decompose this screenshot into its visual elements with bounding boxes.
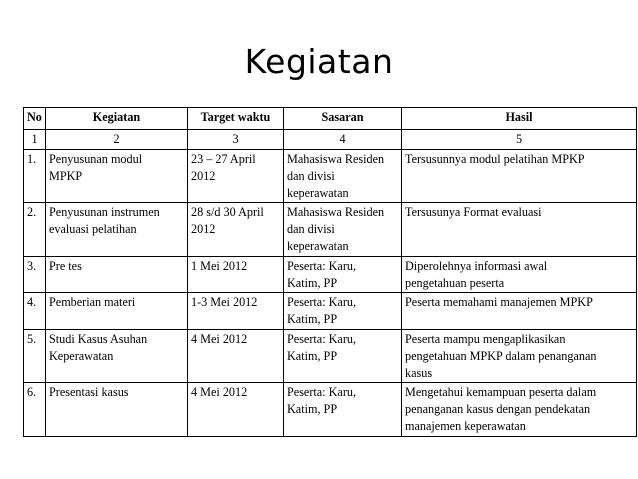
cell-target-waktu-line: 2012: [191, 222, 216, 237]
cell-sasaran-line: Peserta: Karu,: [287, 258, 357, 273]
cell-sasaran-line: Katim, PP: [287, 402, 338, 417]
column-number: 3: [188, 130, 284, 150]
cell-hasil: [402, 203, 637, 256]
cell-hasil: [402, 150, 637, 203]
cell-no: 2.: [24, 203, 46, 256]
cell-target-waktu-line: 4 Mei 2012: [191, 385, 248, 400]
cell-sasaran-line: Katim, PP: [287, 312, 338, 327]
cell-sasaran: [284, 383, 402, 436]
cell-no: 1.: [24, 150, 46, 203]
cell-hasil: [402, 293, 637, 330]
cell-kegiatan-line: Studi Kasus Asuhan: [49, 331, 148, 346]
cell-hasil-line: Diperolehnya informasi awal: [405, 258, 548, 273]
cell-no: 4.: [24, 293, 46, 330]
cell-hasil-line: kasus: [405, 365, 433, 380]
cell-sasaran: [284, 256, 402, 293]
column-number: 4: [284, 130, 402, 150]
cell-sasaran-line: dan divisi: [287, 168, 335, 183]
cell-sasaran-line: Katim, PP: [287, 348, 338, 363]
cell-hasil-line: pengetahuan MPKP dalam penanganan: [405, 348, 597, 363]
cell-hasil: [402, 329, 637, 382]
cell-target-waktu-line: 28 s/d 30 April: [191, 205, 264, 220]
cell-hasil-line: manajemen keperawatan: [405, 418, 526, 433]
cell-kegiatan: [46, 150, 188, 203]
slide-title: Kegiatan: [244, 42, 394, 81]
cell-sasaran-line: Peserta: Karu,: [287, 385, 357, 400]
cell-sasaran: [284, 329, 402, 382]
cell-sasaran-line: Katim, PP: [287, 275, 338, 290]
cell-sasaran-line: Peserta: Karu,: [287, 331, 357, 346]
column-number-row: [24, 130, 637, 150]
cell-hasil: [402, 256, 637, 293]
cell-sasaran: [284, 203, 402, 256]
cell-sasaran-line: keperawatan: [287, 185, 349, 200]
cell-target-waktu-line: 23 – 27 April: [191, 152, 256, 166]
table-row: [24, 203, 637, 256]
header-hasil: Hasil: [402, 108, 637, 130]
cell-hasil-line: Mengetahui kemampuan peserta dalam: [405, 385, 597, 400]
cell-target-waktu: [188, 256, 284, 293]
cell-hasil-line: pengetahuan peserta: [405, 275, 505, 290]
table-row: [24, 256, 637, 293]
table-row: [24, 150, 637, 203]
cell-no: 5.: [24, 329, 46, 382]
cell-hasil-line: Tersusunnya modul pelatihan MPKP: [405, 152, 585, 166]
cell-sasaran-line: keperawatan: [287, 238, 349, 253]
cell-kegiatan-line: Penyusunan modul: [49, 152, 143, 166]
column-number: 5: [402, 130, 637, 150]
cell-sasaran: [284, 150, 402, 203]
cell-target-waktu-line: 1 Mei 2012: [191, 258, 248, 273]
cell-hasil-line: Peserta mampu mengaplikasikan: [405, 331, 566, 346]
cell-sasaran-line: dan divisi: [287, 222, 335, 237]
activity-table: [23, 107, 637, 437]
column-number: 2: [46, 130, 188, 150]
header-sasaran: Sasaran: [284, 108, 402, 130]
cell-hasil-line: Peserta memahami manajemen MPKP: [405, 295, 593, 310]
cell-target-waktu-line: 1-3 Mei 2012: [191, 295, 258, 310]
table-row: [24, 383, 637, 436]
cell-kegiatan-line: Penyusunan instrumen: [49, 205, 160, 220]
cell-sasaran-line: Mahasiswa Residen: [287, 205, 385, 220]
cell-target-waktu: [188, 293, 284, 330]
table-row: [24, 293, 637, 330]
cell-hasil: [402, 383, 637, 436]
header-kegiatan: Kegiatan: [46, 108, 188, 130]
cell-hasil-line: penanganan kasus dengan pendekatan: [405, 402, 591, 417]
cell-target-waktu: [188, 383, 284, 436]
cell-kegiatan: [46, 383, 188, 436]
header-target-waktu: Target waktu: [188, 108, 284, 130]
cell-kegiatan-line: Pre tes: [49, 258, 82, 273]
header-row: [24, 108, 637, 130]
table-row: [24, 329, 637, 382]
cell-sasaran-line: Mahasiswa Residen: [287, 152, 385, 166]
cell-kegiatan: [46, 256, 188, 293]
cell-target-waktu-line: 4 Mei 2012: [191, 331, 248, 346]
cell-sasaran-line: Peserta: Karu,: [287, 295, 357, 310]
cell-no: 6.: [24, 383, 46, 436]
cell-kegiatan: [46, 329, 188, 382]
header-no: No: [24, 108, 46, 130]
cell-no: 3.: [24, 256, 46, 293]
cell-target-waktu: [188, 329, 284, 382]
cell-kegiatan: [46, 293, 188, 330]
cell-target-waktu: [188, 203, 284, 256]
cell-hasil-line: Tersusunya Format evaluasi: [405, 205, 542, 220]
cell-kegiatan-line: MPKP: [49, 168, 83, 183]
cell-sasaran: [284, 293, 402, 330]
cell-target-waktu-line: 2012: [191, 168, 216, 183]
cell-kegiatan-line: evaluasi pelatihan: [49, 222, 137, 237]
column-number: 1: [24, 130, 46, 150]
cell-kegiatan-line: Pemberian materi: [49, 295, 136, 310]
cell-kegiatan: [46, 203, 188, 256]
cell-kegiatan-line: Keperawatan: [49, 348, 114, 363]
cell-kegiatan-line: Presentasi kasus: [49, 385, 129, 400]
cell-target-waktu: [188, 150, 284, 203]
